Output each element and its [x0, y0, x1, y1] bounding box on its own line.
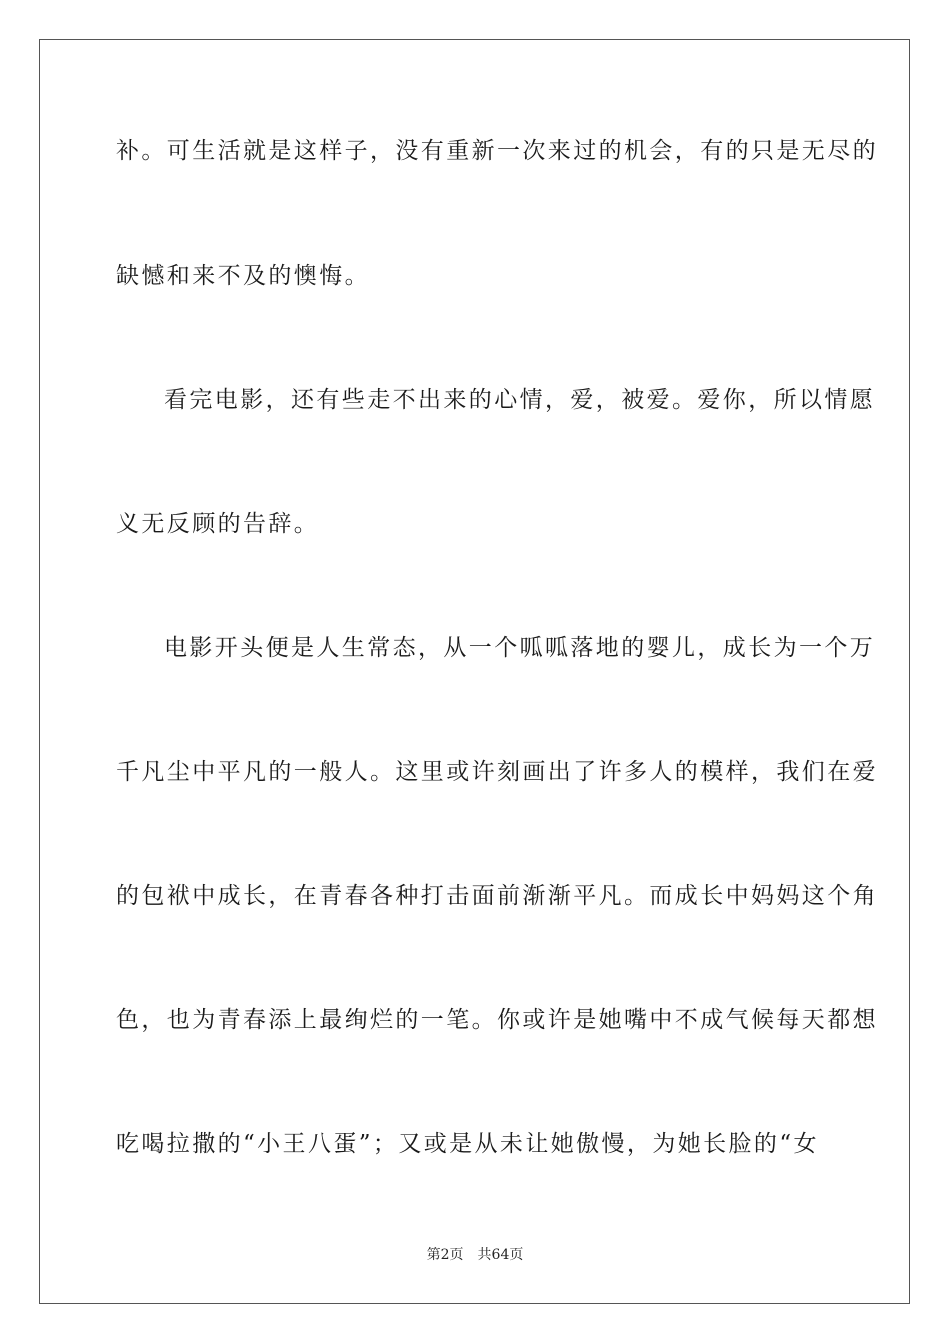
text-line: 色，也为青春添上最绚烂的一笔。你或许是她嘴中不成气候每天都想 [116, 1007, 878, 1033]
text-line: 缺憾和来不及的懊悔。 [116, 263, 370, 289]
text-line: 千凡尘中平凡的一般人。这里或许刻画出了许多人的模样，我们在爱 [116, 759, 878, 785]
page-footer [0, 1246, 950, 1264]
paragraph-first-line: 看完电影，还有些走不出来的心情，爱，被爱。爱你，所以情愿 [164, 387, 876, 413]
text-line: 补。可生活就是这样子，没有重新一次来过的机会，有的只是无尽的 [116, 138, 878, 164]
page-number: 第2页 [426, 1247, 464, 1263]
text-line: 的包袱中成长，在青春各种打击面前渐渐平凡。而成长中妈妈这个角 [116, 883, 878, 909]
page-total: 共64页 [477, 1247, 524, 1263]
text-line: 义无反顾的告辞。 [116, 511, 320, 537]
paragraph-first-line: 电影开头便是人生常态，从一个呱呱落地的婴儿，成长为一个万 [164, 635, 876, 661]
text-line: 吃喝拉撒的“小王八蛋”；又或是从未让她傲慢，为她长脸的“女 [116, 1131, 819, 1157]
page-border [39, 39, 910, 1304]
